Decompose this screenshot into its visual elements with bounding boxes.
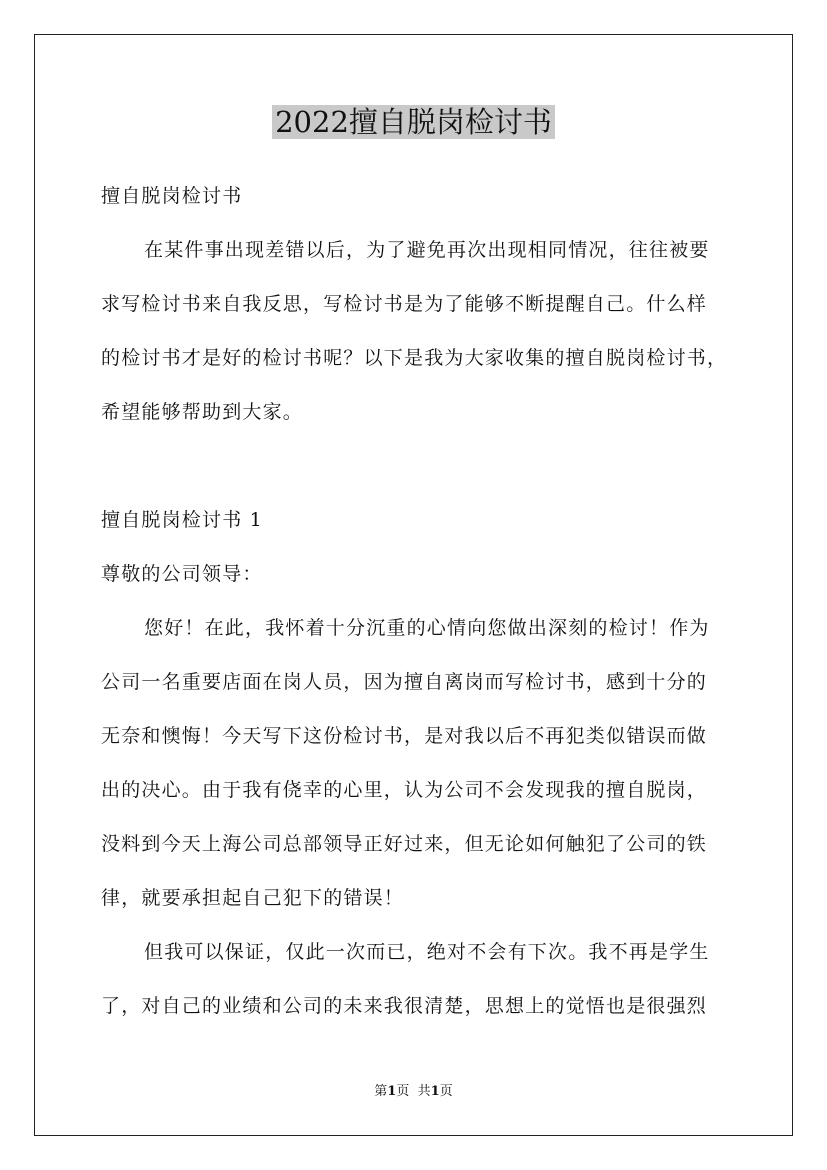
text-line: 擅自脱岗检讨书 [101, 185, 243, 207]
footer-page-number: 1 [387, 1084, 397, 1099]
footer-total-pages: 1 [430, 1084, 440, 1099]
text-line: 您好！在此，我怀着十分沉重的心情向您做出深刻的检讨！作为 [144, 617, 710, 639]
blank-line [101, 439, 731, 493]
text-line: 但我可以保证，仅此一次而已，绝对不会有下次。我不再是学生 [144, 941, 710, 963]
text-line: 出的决心。由于我有侥幸的心里，认为公司不会发现我的擅自脱岗， [101, 779, 708, 801]
text-line: 擅自脱岗检讨书 1 [101, 509, 263, 531]
text-line: 的检讨书才是好的检讨书呢？以下是我为大家收集的擅自脱岗检讨书， [101, 347, 728, 369]
text-line: 没料到今天上海公司总部领导正好过来，但无论如何触犯了公司的铁 [101, 833, 708, 855]
footer-page-suffix: 页 [396, 1084, 410, 1099]
text-line: 尊敬的公司领导： [101, 563, 263, 585]
text-line: 无奈和懊悔！今天写下这份检讨书，是对我以后不再犯类似错误而做 [101, 725, 708, 747]
document-body [101, 169, 731, 1033]
footer-page-prefix: 第 [374, 1084, 388, 1099]
text-line: 在某件事出现差错以后，为了避免再次出现相同情况，往往被要 [144, 239, 710, 261]
document-title [0, 100, 827, 144]
page-footer [0, 1083, 827, 1101]
document-title-text: 2022擅自脱岗检讨书 [272, 105, 555, 139]
text-line: 了，对自己的业绩和公司的未来我很清楚，思想上的觉悟也是很强烈 [101, 995, 708, 1017]
text-line: 公司一名重要店面在岗人员，因为擅自离岗而写检讨书，感到十分的 [101, 671, 708, 693]
text-line: 律，就要承担起自己犯下的错误！ [101, 887, 405, 909]
footer-total-suffix: 页 [439, 1084, 453, 1099]
text-line: 希望能够帮助到大家。 [101, 401, 304, 423]
footer-total-prefix: 共 [417, 1084, 431, 1099]
text-line: 求写检讨书来自我反思，写检讨书是为了能够不断提醒自己。什么样 [101, 293, 708, 315]
